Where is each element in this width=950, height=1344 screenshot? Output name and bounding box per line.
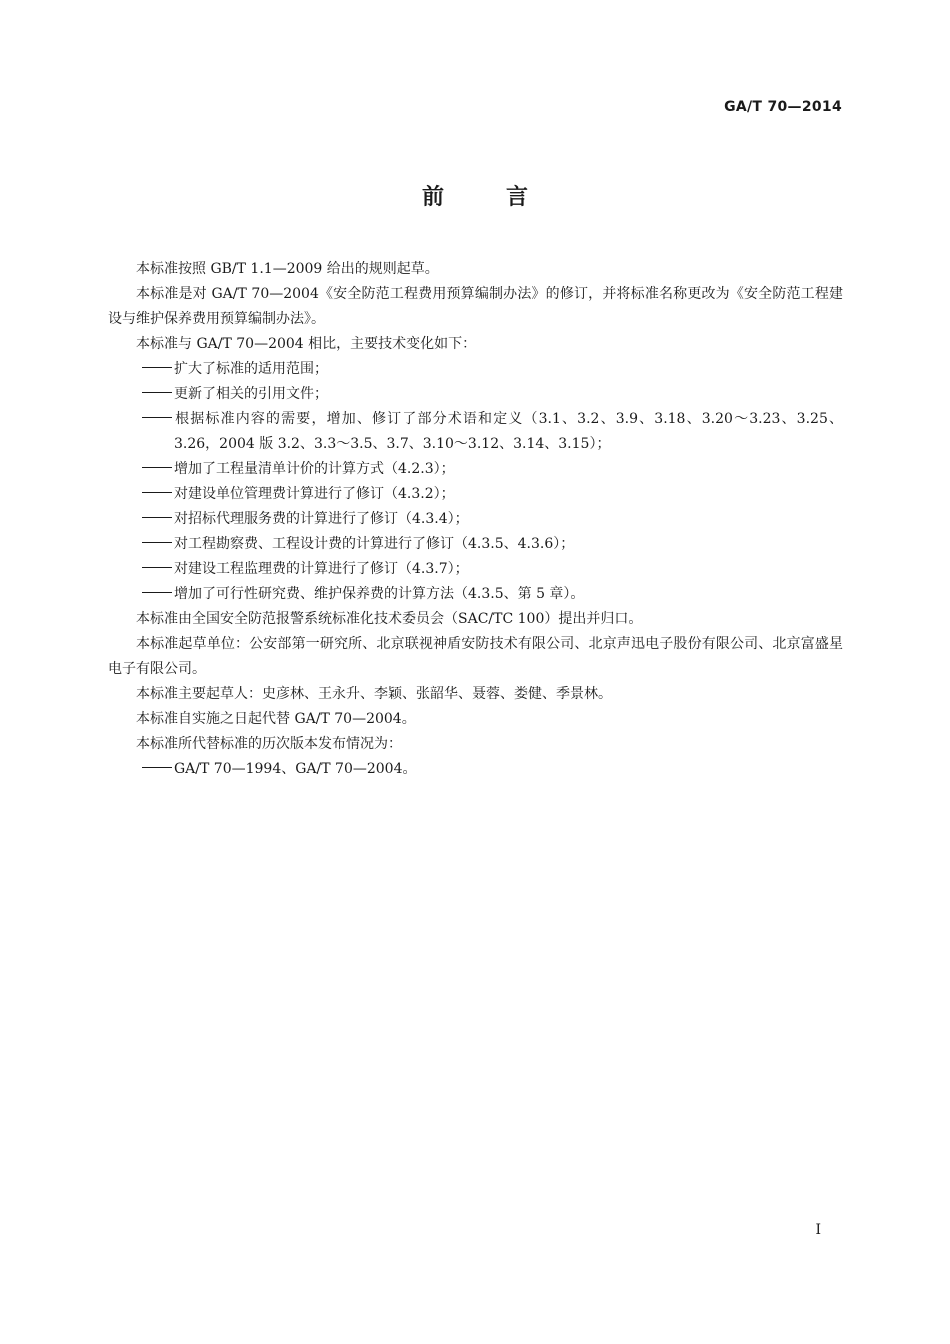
paragraph-revision: 本标准是对 GA/T 70—2004《安全防范工程费用预算编制办法》的修订，并将标准名称更改为《安全防范工程建设与维护保养费用预算编制办法》。	[108, 286, 843, 327]
paragraph-replaces: 本标准自实施之日起代替 GA/T 70—2004。	[136, 711, 416, 727]
list-item: 对建设单位管理费计算进行了修订（4.3.2）；	[108, 482, 843, 507]
paragraph-changes-intro: 本标准与 GA/T 70—2004 相比，主要技术变化如下：	[136, 336, 477, 352]
title-char-2: 言	[506, 185, 529, 210]
paragraph-proposed-by: 本标准由全国安全防范报警系统标准化技术委员会（SAC/TC 100）提出并归口。	[136, 611, 643, 627]
list-item: 更新了相关的引用文件；	[108, 382, 843, 407]
list-item: 扩大了标准的适用范围；	[108, 357, 843, 382]
title-char-1: 前	[421, 185, 444, 210]
list-item: 根据标准内容的需要，增加、修订了部分术语和定义（3.1、3.2、3.9、3.18、3.20～3.23、3.25、3.26，2004 版 3.2、3.3～3.5、3.7、3.10～3.12、3.14、3.15）；	[108, 407, 843, 457]
paragraph-drafters: 本标准主要起草人：史彦林、王永升、李颖、张韶华、聂蓉、娄健、季景林。	[136, 686, 612, 702]
list-item-history: GA/T 70—1994、GA/T 70—2004。	[108, 757, 843, 782]
list-item: 对招标代理服务费的计算进行了修订（4.3.4）；	[108, 507, 843, 532]
list-item: 对建设工程监理费的计算进行了修订（4.3.7）；	[108, 557, 843, 582]
paragraph-drafting-rules: 本标准按照 GB/T 1.1—2009 给出的规则起草。	[136, 261, 439, 277]
foreword-body	[108, 257, 843, 782]
list-item: 增加了工程量清单计价的计算方式（4.2.3）；	[108, 457, 843, 482]
paragraph-history-intro: 本标准所代替标准的历次版本发布情况为：	[136, 736, 402, 752]
list-item: 增加了可行性研究费、维护保养费的计算方法（4.3.5、第 5 章）。	[108, 582, 843, 607]
page-number: I	[815, 1222, 821, 1238]
page-title	[0, 180, 950, 211]
document-code: GA/T 70—2014	[724, 99, 842, 115]
list-item: 对工程勘察费、工程设计费的计算进行了修订（4.3.5、4.3.6）；	[108, 532, 843, 557]
paragraph-drafting-units: 本标准起草单位：公安部第一研究所、北京联视神盾安防技术有限公司、北京声迅电子股份有限公司、北京富盛星电子有限公司。	[108, 636, 843, 677]
